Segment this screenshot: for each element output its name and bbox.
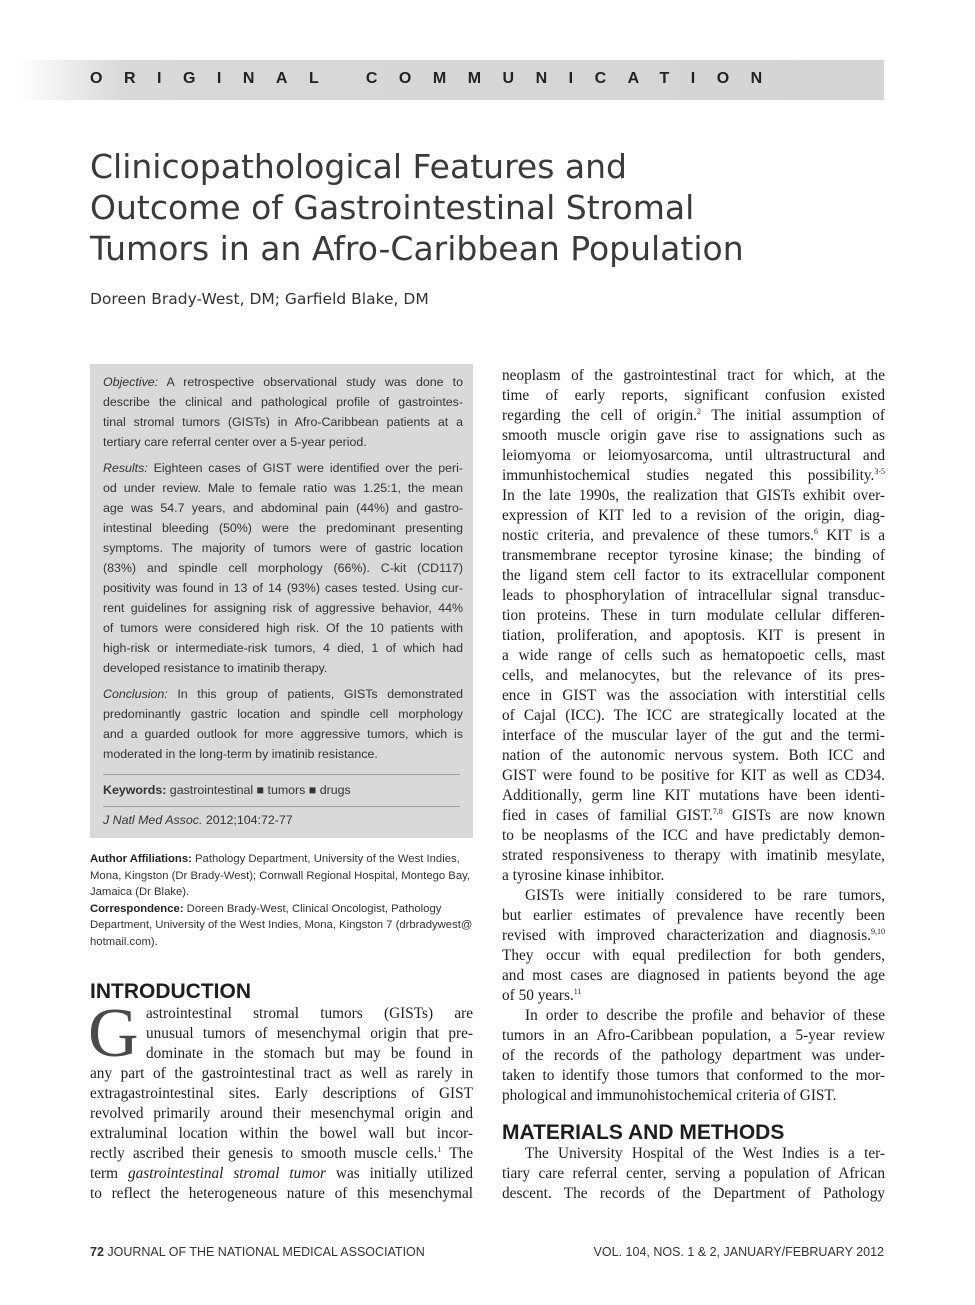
page-number: 72 <box>90 1245 104 1259</box>
body-line: tiary care referral center, serving a population of African <box>502 1165 885 1182</box>
body-text: The <box>441 1145 473 1162</box>
abstract-line: tertiary care referral center over a 5-year period. <box>103 435 367 449</box>
body-line: of Cajal (ICC). The ICC are strategically located at the <box>502 707 885 724</box>
body-line: They occur with equal predilection for both genders, <box>502 947 885 964</box>
introduction-heading: INTRODUCTION <box>90 980 251 1003</box>
drop-cap: G <box>88 995 139 1072</box>
body-line: taken to identify those tumors that conformed to the mor- <box>502 1067 885 1084</box>
abstract-line: (83%) and spindle cell morphology (66%). C-kit (CD117) <box>103 561 463 575</box>
body-line: nostic criteria, and prevalence of these tumors. <box>502 527 815 544</box>
body-line: a wide range of cells such as hematopoetic cells, mast <box>502 647 885 664</box>
body-line: descent. The records of the Department of Pathology <box>502 1185 885 1202</box>
body-line: The University Hospital of the West Indies is a ter- <box>525 1145 885 1162</box>
abstract-line: high-risk or intermediate-risk tumors, 4 died, 1 of which had <box>103 641 463 655</box>
title-line: Outcome of Gastrointestinal Stromal <box>90 188 695 227</box>
body-line: leiomyoma or leiomyosarcoma, until ultrastructural and <box>502 447 885 464</box>
abstract-line: Eighteen cases of GIST were identified over the peri- <box>147 461 463 475</box>
body-line: of the records of the pathology department was under- <box>502 1047 885 1064</box>
body-line: extraluminal location within the bowel wall but incor- <box>90 1125 473 1142</box>
body-line: revised with improved characterization and diagnosis. <box>502 927 871 944</box>
correspondence-label: Correspondence: <box>90 902 184 915</box>
body-line: regarding the cell of origin. <box>502 407 697 424</box>
body-line: tumors in an Afro-Caribbean population, a 5-year review <box>502 1027 885 1044</box>
abstract-line: tinal stromal tumors (GISTs) in Afro-Caribbean patients at a <box>103 415 463 429</box>
body-line: expression of KIT led to a revision of the origin, diag- <box>502 507 885 524</box>
body-line: GISTs were initially considered to be rare tumors, <box>525 887 885 904</box>
abstract-line: predominantly gastric location and spindle cell morphology <box>103 707 463 721</box>
citation-ref: 2 <box>696 406 701 416</box>
body-line: any part of the gastrointestinal tract as well as rarely in <box>90 1065 473 1082</box>
correspondence-line: Department, University of the West Indies, Mona, Kingston 7 (drbradywest@ <box>90 919 473 931</box>
footer-issue: VOL. 104, NOS. 1 & 2, JANUARY/FEBRUARY 2012 <box>593 1245 884 1259</box>
body-text: GISTs are now known <box>722 807 885 824</box>
author-affiliations <box>90 851 473 950</box>
correspondence-line: hotmail.com). <box>90 935 158 948</box>
abstract-line: developed resistance to imatinib therapy. <box>103 661 328 675</box>
conclusion-label: Conclusion: <box>103 687 168 701</box>
abstract-line: and a guarded outlook for more aggressive tumors, which is <box>103 727 463 741</box>
body-line: leads to phosphorylation of intracellular signal transduc- <box>502 587 885 604</box>
citation-ref: 6 <box>814 526 819 536</box>
author-list: Doreen Brady-West, DM; Garfield Blake, DM <box>90 290 429 308</box>
abstract-line: of tumors were considered high risk. Of the 10 patients with <box>103 621 463 635</box>
affiliation-line: Pathology Department, University of the West Indies, <box>191 853 460 865</box>
body-line: nation of the autonomic nervous system. Both ICC and <box>502 747 885 764</box>
title-line: Clinicopathological Features and <box>90 147 627 186</box>
body-line: but earlier estimates of prevalence have recently been <box>502 907 885 924</box>
article-title <box>90 146 880 269</box>
abstract-line: positivity was found in 13 of 14 (93%) cases tested. Using cur- <box>103 581 463 595</box>
body-text: KIT is a <box>818 527 885 544</box>
body-line: of 50 years. <box>502 987 574 1004</box>
right-column-body <box>502 366 885 1106</box>
introduction-body <box>88 995 473 1204</box>
body-line: a tyrosine kinase inhibitor. <box>502 867 665 884</box>
abstract-line: symptoms. The majority of tumors were of gastric location <box>103 541 463 555</box>
italic-term: gastrointestinal stromal tumor <box>127 1165 326 1182</box>
abstract-divider <box>103 806 460 807</box>
materials-methods-heading: MATERIALS AND METHODS <box>502 1121 785 1144</box>
title-line: Tumors in an Afro-Caribbean Population <box>90 229 744 268</box>
abstract-box <box>90 364 473 838</box>
keywords-label: Keywords: <box>103 783 167 797</box>
body-line: neoplasm of the gastrointestinal tract for which, at the <box>502 367 885 384</box>
body-line: cells, and melanocytes, but the relevance of its pres- <box>502 667 885 684</box>
body-line: the ligand stem cell factor to its extracellular component <box>502 567 885 584</box>
abstract-objective <box>103 372 463 452</box>
body-line: time of early reports, significant confusion existed <box>502 387 885 404</box>
keywords-value: gastrointestinal ■ tumors ■ drugs <box>166 783 351 797</box>
citation-ref: 1 <box>437 1144 442 1154</box>
citation-ref: 7,8 <box>712 806 723 816</box>
abstract-line: A retrospective observational study was done to <box>158 375 463 389</box>
abstract-keywords <box>103 780 463 800</box>
footer-journal <box>90 1245 425 1259</box>
abstract-line: rent guidelines for assigning risk of aggressive behavior, 44% <box>103 601 463 615</box>
abstract-divider <box>103 774 460 775</box>
affiliations-label: Author Affiliations: <box>90 853 192 865</box>
body-line: extragastrointestinal sites. Early descriptions of GIST <box>90 1085 473 1102</box>
abstract-results <box>103 458 463 678</box>
section-label: ORIGINAL COMMUNICATION <box>90 70 784 87</box>
body-line: strated responsiveness to therapy with imatinib mesylate, <box>502 847 885 864</box>
abstract-line: moderated in the long-term by imatinib resistance. <box>103 747 378 761</box>
body-line: tion proteins. These in turn modulate cellular differen- <box>502 607 885 624</box>
body-line: term <box>90 1165 128 1182</box>
body-line: rectly ascribed their genesis to smooth muscle cells. <box>90 1145 438 1162</box>
materials-methods-body <box>502 1144 885 1204</box>
body-line: immunhistochemical studies negated this possibility. <box>502 467 875 484</box>
abstract-line: od under review. Male to female ratio was 1.25:1, the mean <box>103 481 463 495</box>
body-line: smooth muscle origin gave rise to assignations such as <box>502 427 885 444</box>
abstract-line: In this group of patients, GISTs demonstrated <box>167 687 463 701</box>
results-label: Results: <box>103 461 148 475</box>
abstract-citation <box>103 810 463 830</box>
body-line: unusual tumors of mesenchymal origin that pre- <box>146 1025 473 1042</box>
body-line: to be neoplasms of the ICC and have predictably demon- <box>502 827 885 844</box>
body-line: tiation, proliferation, and apoptosis. KIT is present in <box>502 627 885 644</box>
citation-journal: J Natl Med Assoc. <box>103 813 203 827</box>
body-line: transmembrane receptor tyrosine kinase; the binding of <box>502 547 885 564</box>
abstract-line: age was 54.7 years, and abdominal pain (44%) and gastro- <box>103 501 463 515</box>
body-line: In order to describe the profile and behavior of these <box>525 1007 885 1024</box>
abstract-line: intestinal bleeding (50%) were the predominant presenting <box>103 521 463 535</box>
abstract-line: describe the clinical and pathological profile of gastrointes- <box>103 395 463 409</box>
body-line: astrointestinal stromal tumors (GISTs) are <box>146 1005 473 1022</box>
body-line: interface of the muscular layer of the gut and the termi- <box>502 727 885 744</box>
objective-label: Objective: <box>103 375 159 389</box>
body-line: GIST were found to be positive for KIT as well as CD34. <box>502 767 885 784</box>
citation-ref: 11 <box>573 986 582 996</box>
journal-name: JOURNAL OF THE NATIONAL MEDICAL ASSOCIATION <box>103 1245 425 1259</box>
body-line: and most cases are diagnosed in patients beyond the age <box>502 967 885 984</box>
affiliation-line: Mona, Kingston (Dr Brady-West); Cornwall Regional Hospital, Montego Bay, <box>90 869 471 882</box>
body-line: phological and immunohistochemical criteria of GIST. <box>502 1087 837 1104</box>
body-text: The initial assumption of <box>700 407 886 424</box>
citation-ref: 3-5 <box>874 466 885 476</box>
body-line: to reflect the heterogeneous nature of this mesenchymal <box>90 1185 473 1202</box>
abstract-conclusion <box>103 684 463 764</box>
body-line: fied in cases of familial GIST. <box>502 807 713 824</box>
body-line: revolved primarily around their mesenchymal origin and <box>90 1105 473 1122</box>
affiliation-line: Jamaica (Dr Blake). <box>90 886 190 898</box>
citation-details: 2012;104:72-77 <box>202 813 293 827</box>
body-line: ence in GIST was the association with interstitial cells <box>502 687 885 704</box>
body-line: Additionally, germ line KIT mutations have been identi- <box>502 787 885 804</box>
body-text: was initially utilized <box>325 1165 473 1182</box>
body-line: In the late 1990s, the realization that GISTs exhibit over- <box>502 487 885 504</box>
correspondence-line: Doreen Brady-West, Clinical Oncologist, Pathology <box>183 902 442 915</box>
body-line: dominate in the stomach but may be found in <box>146 1045 473 1062</box>
citation-ref: 9,10 <box>871 926 885 936</box>
